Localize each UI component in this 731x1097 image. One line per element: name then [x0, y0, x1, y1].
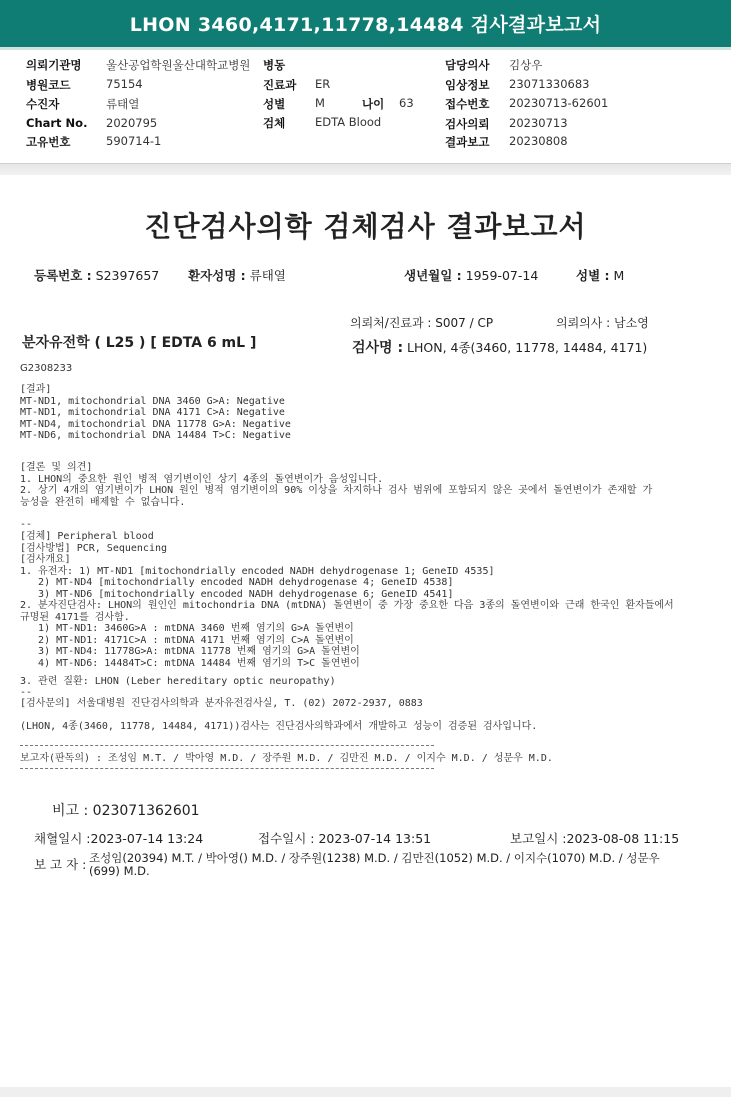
info-age: 나이	[362, 97, 385, 111]
note: 비고 : 023071362601	[52, 803, 200, 819]
received-time: 접수일시 : 2023-07-14 13:51	[258, 831, 432, 846]
info-age-value: 63	[399, 96, 414, 110]
info-accession: 접수번호	[445, 97, 490, 111]
info-chart-no-value: 2020795	[106, 116, 158, 130]
info-patient: 수진자	[26, 97, 60, 111]
report-title: 진단검사의학 검체검사 결과보고서	[144, 210, 587, 243]
info-unique-no: 고유번호	[26, 135, 71, 149]
reporters-line: 보고자(판독의) : 조성임 M.T. / 박아영 M.D. / 장주원 M.D. / 김만진 M.D. / 이지수 M.D. / 성문우 M.D.	[20, 753, 553, 764]
specimen-code: G2308233	[20, 363, 73, 374]
reg-no: 등록번호 : S2397657	[34, 268, 160, 283]
info-request-value: 20230713	[509, 116, 568, 130]
reporter-label: 보 고 자 :	[34, 857, 87, 872]
info-patient-value: 류태열	[106, 97, 140, 111]
info-clinical: 임상정보	[445, 78, 490, 92]
info-doctor: 담당의사	[445, 58, 490, 72]
info-specimen: 검체	[263, 116, 286, 130]
header-divider	[0, 47, 731, 50]
info-report-date-value: 20230808	[509, 134, 568, 148]
info-accession-value: 20230713-62601	[509, 96, 609, 110]
info-hospital-code: 병원코드	[26, 78, 71, 92]
page-bottom-strip	[0, 1087, 731, 1097]
inquiry-info: [검사문의] 서울대병원 진단검사의학과 분자유전검사실, T. (02) 2072-2937, 0883	[20, 698, 423, 709]
result-block: [결과] MT-ND1, mitochondrial DNA 3460 G>A: Negative MT-ND1, mitochondrial DNA 4171 C>A: Negative MT-ND4, mitochondrial DNA 11778 G>A: Negative MT-ND6, mitochondrial DNA 14484 T>C: Negative	[20, 384, 291, 441]
info-request: 검사의뢰	[445, 117, 490, 131]
birth-date: 생년월일 : 1959-07-14	[404, 268, 539, 283]
info-sex: 성별	[263, 97, 286, 111]
info-department: 진료과	[263, 78, 297, 92]
patient-sex: 성별 : M	[576, 268, 625, 283]
referring-dept: 의뢰처/진료과 : S007 / CP	[350, 316, 494, 330]
report-header-title: LHON 3460,4171,11778,14484 검사결과보고서	[0, 0, 731, 47]
info-hospital	[26, 57, 82, 73]
divider-dashed	[20, 745, 434, 746]
referring-doctor: 의뢰의사 : 남소영	[556, 316, 649, 330]
info-sex-value: M	[315, 96, 325, 110]
info-chart-no: Chart No.	[26, 116, 88, 130]
info-department-value: ER	[315, 77, 331, 91]
reporter-line-2: (699) M.D.	[89, 864, 150, 878]
info-label: 의뢰기관명	[26, 58, 82, 72]
info-unique-no-value: 590714-1	[106, 134, 162, 148]
section-title: 분자유전학 ( L25 ) [ EDTA 6 mL ]	[22, 335, 257, 351]
info-hospital-value: 울산공업학원울산대학교병원	[106, 58, 251, 72]
collected-time: 채혈일시 :2023-07-14 13:24	[34, 831, 204, 846]
divider-dashed-2	[20, 768, 434, 769]
patient-name: 환자성명 : 류태열	[188, 268, 286, 283]
info-report-date: 결과보고	[445, 135, 490, 149]
related-disease: 3. 관련 질환: LHON (Leber hereditary optic neuropathy)	[20, 676, 336, 687]
reporter-line-1: 조성임(20394) M.T. / 박아영() M.D. / 장주원(1238) M.D. / 김만진(1052) M.D. / 이지수(1070) M.D. / 성문우	[89, 851, 660, 865]
info-specimen-value: EDTA Blood	[315, 115, 382, 129]
info-doctor-value: 김상우	[509, 58, 543, 72]
scanned-report	[0, 175, 731, 1087]
info-clinical-value: 23071330683	[509, 77, 590, 91]
dash-mark: --	[20, 519, 33, 530]
conclusion-block: [결론 및 의견] 1. LHON의 중요한 원인 병적 염기변이인 상기 4종의 돌연변이가 음성입니다. 2. 상기 4개의 염기변이가 LHON 원인 병적 염기변이의 90% 이상을 차지하나 검사 범위에 포함되지 않은 곳에서 돌연변이가 존재할 가 능성을 완전히 배제할 수 없습니다.	[20, 462, 653, 508]
test-name: 검사명 : LHON, 4종(3460, 11778, 14484, 4171)	[352, 340, 648, 356]
developed-note: (LHON, 4종(3460, 11778, 14484, 4171))검사는 진단검사의학과에서 개발하고 성능이 검증된 검사입니다.	[20, 721, 538, 732]
dash-mark-2: --	[20, 687, 33, 698]
info-hospital-code-value: 75154	[106, 77, 143, 91]
reported-time: 보고일시 :2023-08-08 11:15	[510, 831, 680, 846]
info-ward: 병동	[263, 58, 286, 72]
details-block: [검체] Peripheral blood [검사방법] PCR, Sequencing [검사개요] 1. 유전자: 1) MT-ND1 [mitochondrially encoded NADH dehydrogenase 1; GeneID 4535] 2) MT-ND4 [mitochondrially encoded NADH dehydrogenase 4; GeneID 4538] 3) MT-ND6 [mitochondrially encoded NADH dehydrogenase 6; GeneID 4541] 2. 분자진단검사: LHON의 원인인 mitochondria DNA (mtDNA) 돌연변이 중 가장 중요한 다음 3종의 돌연변이와 근래 한국인 환자들에서 규명된 4171를 검사함. 1) MT-ND1: 3460G>A : mtDNA 3460 번째 염기의 G>A 돌연변이 2) MT-ND1: 4171C>A : mtDNA 4171 번째 염기의 C>A 돌연변이 3) MT-ND4: 11778G>A: mtDNA 11778 번째 염기의 G>A 돌연변이 4) MT-ND6: 14484T>C: mtDNA 14484 번째 염기의 T>C 돌연변이	[20, 531, 674, 669]
